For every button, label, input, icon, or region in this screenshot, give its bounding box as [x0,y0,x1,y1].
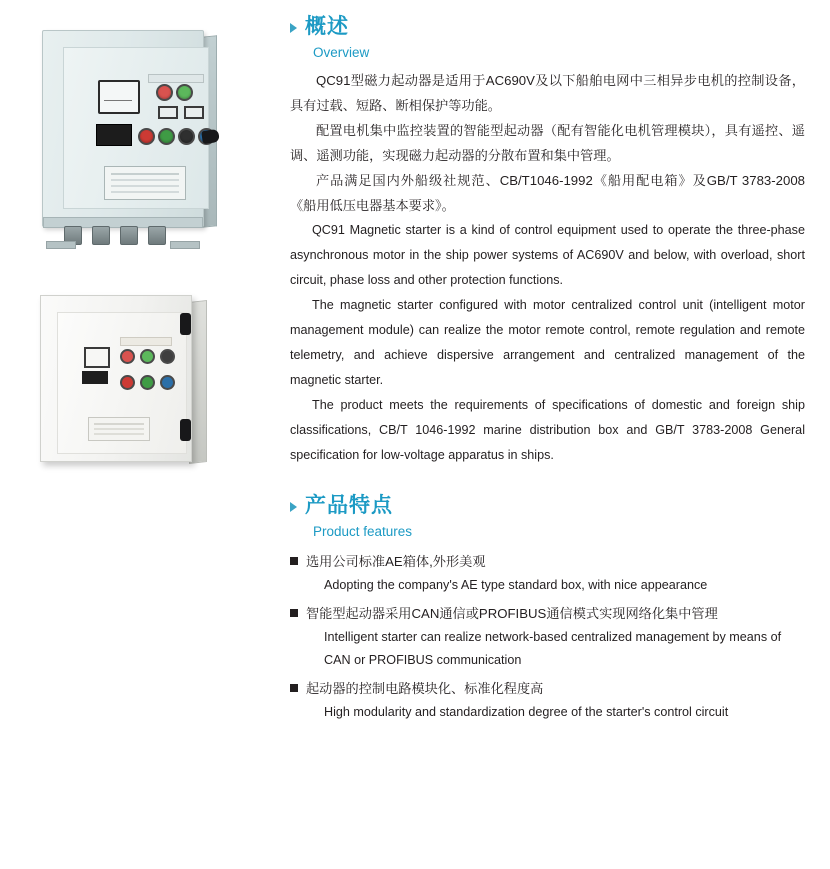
triangle-right-icon [290,23,297,33]
ammeter-icon [98,80,140,114]
features-heading-row [290,493,805,519]
small-indicator-lamp-red-icon [120,349,135,364]
small-cabinet-door [57,312,187,454]
control-module-icon [96,124,132,146]
cable-gland-2-icon [92,226,110,245]
overview-paragraph-en-1: QC91 Magnetic starter is a kind of control equipment used to operate the three-phase asynchronous motor in the ship power systems of AC690V and below, with overload, short circuit, phase loss and other protection functions. [290,223,805,287]
indicator-lamp-green-icon [176,84,193,101]
product-images-column [0,0,285,869]
selector-switch-2-icon [184,106,204,119]
small-door-latch-top-icon [180,313,191,335]
cabinet-body [42,30,204,227]
small-ammeter-icon [84,347,110,368]
small-indicator-lamp-black-icon [160,349,175,364]
feature-cn-row [290,549,805,574]
selector-switch-icon [158,106,178,119]
feature-text-cn: 起动器的控制电路模块化、标准化程度高 [306,681,544,696]
overview-paragraph-cn-1: QC91型磁力起动器是适用于AC690V及以下船舶电网中三相异步电机的控制设备，具有过载、短路、断相保护等功能。 [290,73,805,113]
reset-button-icon [178,128,195,145]
cabinet-door [63,47,209,209]
feature-text-en: Intelligent starter can realize network-based centralized management by means of CAN or PROFIBUS communication [324,630,782,667]
feature-cn-row [290,676,805,701]
small-cabinet-nameplate [88,417,150,441]
overview-paragraph-cn-3: 产品满足国内外船级社规范、CB/T1046-1992《船用配电箱》及GB/T 3783-2008《船用低压电器基本要求》。 [290,173,805,213]
overview-paragraph-en-2: The magnetic starter configured with motor centralized control unit (intelligent motor management module) can realize the motor remote control, remote regulation and remote telemetry, and achieve dispersive arrangement and centralized management of the magnetic starter. [290,298,805,387]
features-title-cn: 产品特点 [305,494,393,517]
small-cabinet-body [40,295,192,462]
feature-text-en: Adopting the company's AE type standard box, with nice appearance [324,578,708,592]
feature-text-cn: 选用公司标准AE箱体,外形美观 [306,554,486,569]
small-door-latch-bottom-icon [180,419,191,441]
section-overview [290,14,805,468]
small-start-button-icon [140,375,155,390]
overview-title-en: Overview [313,45,370,60]
small-indicator-lamp-green-icon [140,349,155,364]
section-product-features [290,493,805,740]
overview-paragraph-cn-2: 配置电机集中监控装置的智能型起动器（配有智能化电机管理模块），具有遥控、遥调、遥测功能，实现磁力起动器的分散布置和集中管理。 [290,123,805,163]
list-item [290,549,805,597]
start-button-icon [158,128,175,145]
content-column [290,0,815,869]
cable-gland-3-icon [120,226,138,245]
features-title-en: Product features [313,524,413,539]
door-handle-icon [201,129,220,144]
feature-text-cn: 智能型起动器采用CAN通信或PROFIBUS通信模式实现网络化集中管理 [306,606,718,621]
overview-body [290,68,805,468]
overview-paragraph-en-3: The product meets the requirements of specifications of domestic and foreign ship classifications, CB/T 1046-1992 marine distribution box and GB/T 3783-2008 General specification for low-voltage apparatus in ships. [290,398,805,462]
cabinet-foot-right [170,241,200,249]
list-item [290,601,805,672]
feature-cn-row [290,601,805,626]
indicator-lamp-red-icon [156,84,173,101]
feature-text-en: High modularity and standardization degree of the starter's control circuit [324,705,729,719]
feature-list [290,549,805,724]
overview-heading [290,14,805,62]
square-bullet-icon [290,557,298,565]
small-control-module-icon [82,371,108,384]
list-item [290,676,805,724]
small-stop-button-icon [120,375,135,390]
cable-gland-4-icon [148,226,166,245]
small-cabinet-top-label [120,337,172,346]
cabinet-nameplate [104,166,186,200]
cabinet-top-label [148,74,204,83]
features-heading [290,493,805,541]
overview-title-cn: 概述 [305,15,349,38]
square-bullet-icon [290,609,298,617]
product-photo-small-cabinet [30,285,225,490]
product-photo-large-cabinet [30,22,225,247]
overview-heading-row [290,14,805,40]
stop-button-icon [138,128,155,145]
square-bullet-icon [290,684,298,692]
triangle-right-icon [290,502,297,512]
small-test-button-icon [160,375,175,390]
cabinet-foot-left [46,241,76,249]
